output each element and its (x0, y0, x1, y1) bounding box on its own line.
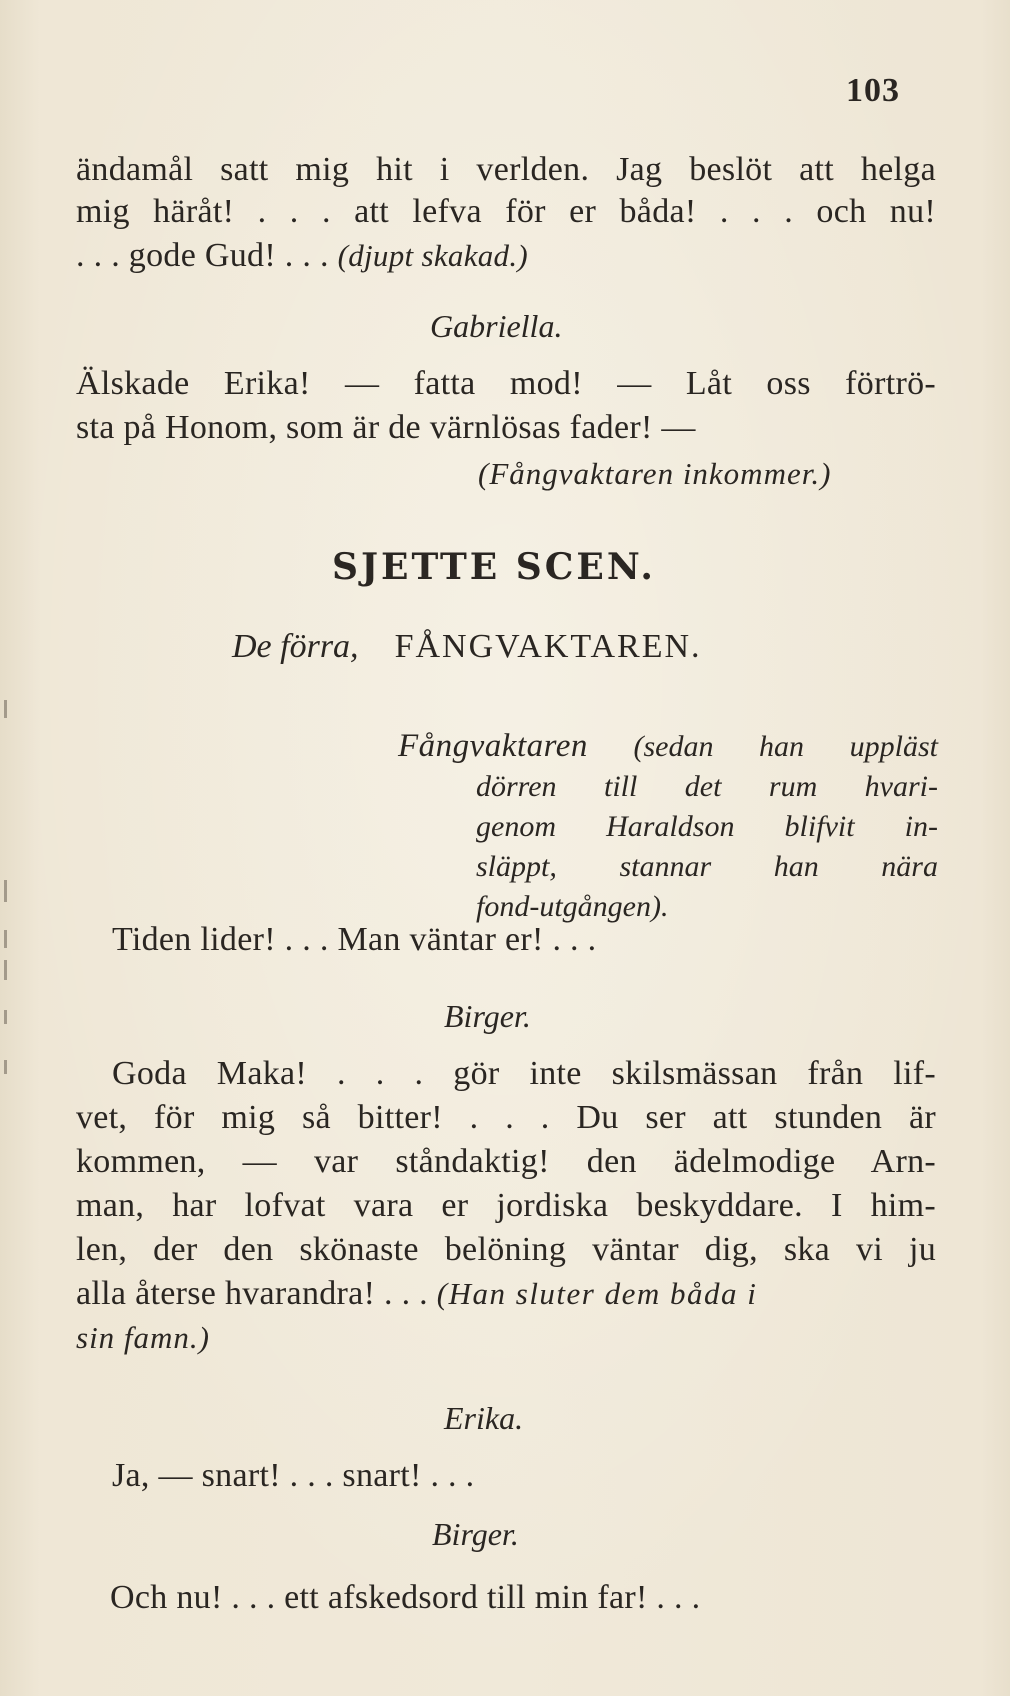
speaker-name: Birger. (444, 998, 531, 1034)
stage-direction-line: fond-utgången). (476, 890, 669, 923)
text-line: Ja, — snart! . . . snart! . . . (112, 1457, 475, 1494)
speaker-name: Birger. (432, 1516, 519, 1552)
stage-direction-text: (sedan han uppläst (587, 730, 938, 763)
text-line (76, 1274, 757, 1314)
left-edge-mark (4, 960, 7, 980)
cast-previous: De förra, (232, 628, 359, 665)
text-line: ändamål satt mig hit i verlden. Jag beslöt att helga (76, 151, 936, 188)
text-line: len, der den skönaste belöning väntar dig, ska vi ju (76, 1231, 936, 1268)
left-edge-mark (4, 1010, 7, 1024)
text-line: kommen, — var ståndaktig! den ädelmodige Arn- (76, 1143, 936, 1180)
speaker-name: Erika. (444, 1400, 524, 1436)
text-line: sta på Honom, som är de värnlösas fader! — (76, 409, 696, 446)
text-segment: . . . gode Gud! . . . (76, 237, 338, 274)
cast-list (232, 628, 702, 666)
speaker-name: Gabriella. (430, 308, 563, 344)
text-line: mig häråt! . . . att lefva för er båda! . . . och nu! (76, 193, 936, 230)
stage-direction-block (398, 726, 938, 927)
stage-direction-line: släppt, stannar han nära (476, 850, 938, 883)
text-line: Tiden lider! . . . Man väntar er! . . . (112, 921, 597, 958)
left-edge-mark (4, 930, 7, 948)
cast-jailer: FÅNGVAKTAREN. (394, 628, 702, 665)
text-line: Och nu! . . . ett afskedsord till min far! . . . (110, 1579, 701, 1616)
stage-direction-line (398, 726, 938, 767)
scene-title: SJETTE SCEN. (332, 546, 656, 588)
speaker-name: Fångvaktaren (398, 728, 588, 764)
stage-direction: (Fångvaktaren inkommer.) (478, 456, 832, 491)
stage-direction-line: dörren till det rum hvari- (476, 770, 938, 803)
stage-direction: sin famn.) (76, 1320, 210, 1355)
stage-direction: (djupt skakad.) (337, 238, 529, 273)
text-line: Älskade Erika! — fatta mod! — Låt oss förtrö- (76, 365, 936, 402)
text-line: Goda Maka! . . . gör inte skilsmässan från lif- (112, 1055, 936, 1092)
stage-direction-line: genom Haraldson blifvit in- (476, 810, 938, 843)
text-line (76, 236, 528, 276)
text-line: man, har lofvat vara er jordiska beskyddare. I him- (76, 1187, 936, 1224)
stage-direction: (Han sluter dem båda i (436, 1276, 758, 1311)
left-edge-mark (4, 1060, 7, 1074)
page-number: 103 (846, 72, 900, 109)
left-edge-mark (4, 880, 7, 902)
left-edge-mark (4, 700, 7, 718)
text-segment: alla återse hvarandra! . . . (76, 1275, 437, 1312)
text-line: vet, för mig så bitter! . . . Du ser att stunden är (76, 1099, 936, 1136)
